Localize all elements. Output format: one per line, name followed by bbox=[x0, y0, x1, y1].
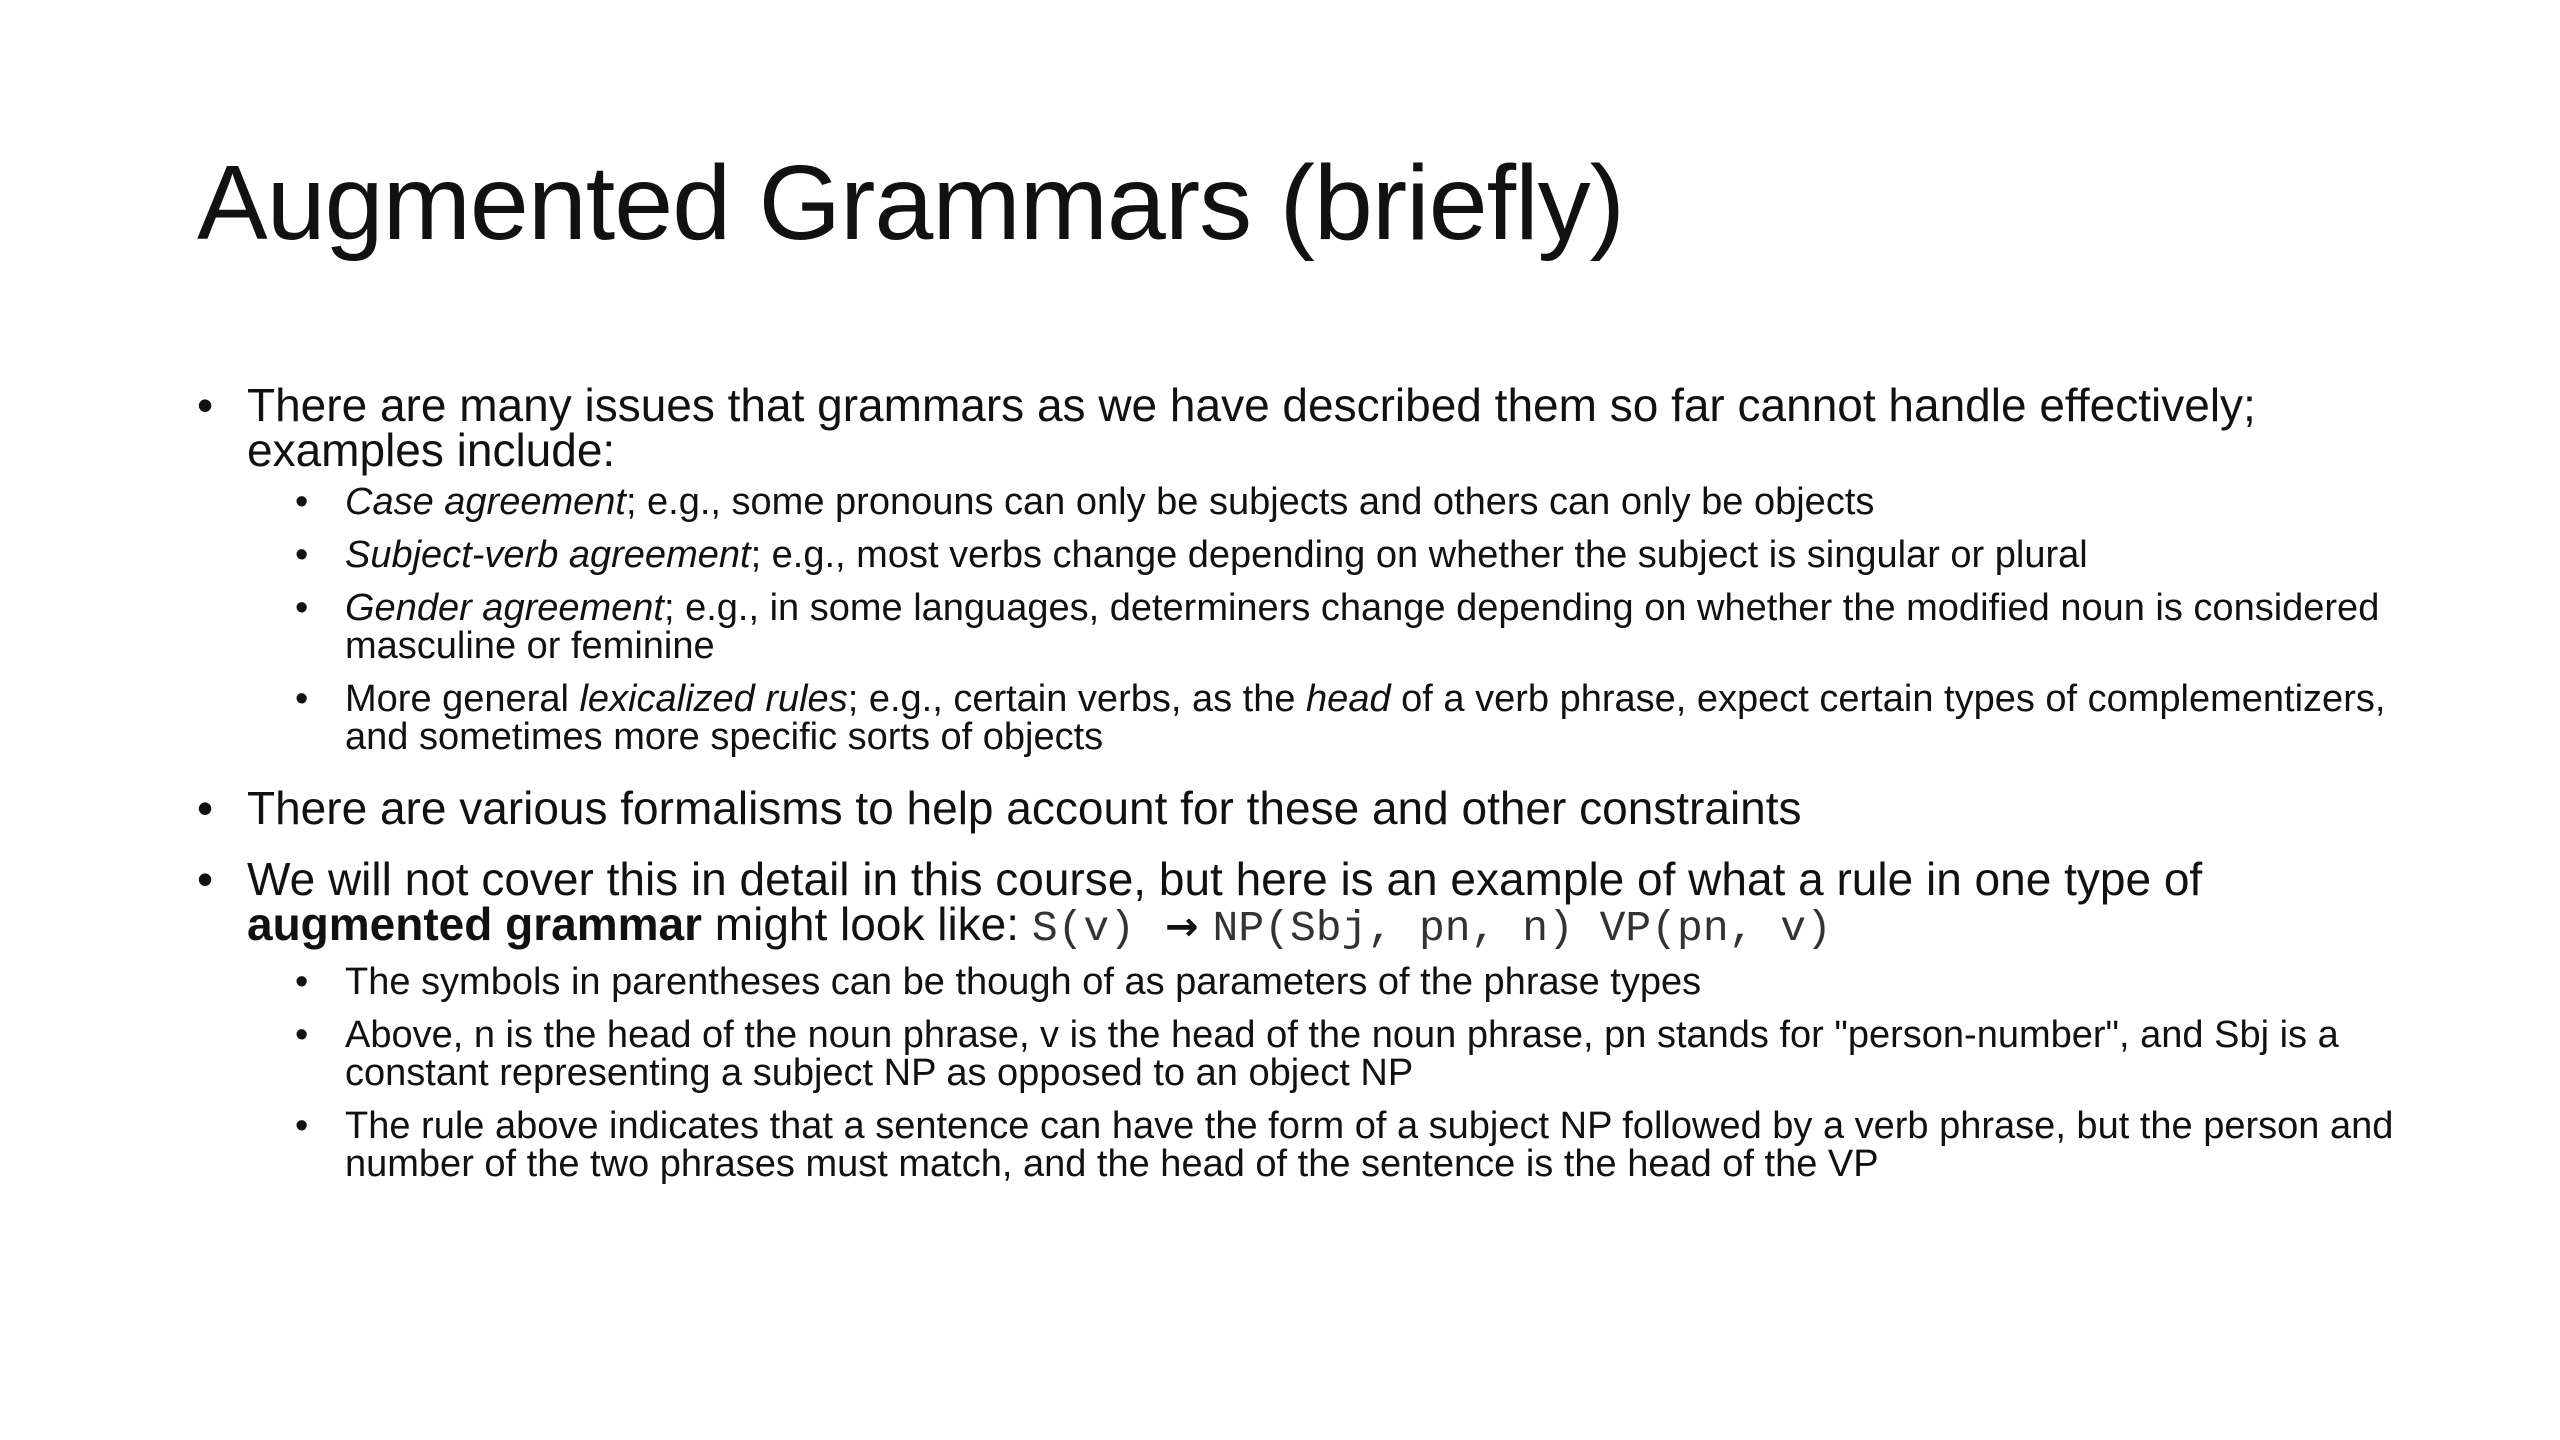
bullet-dot: • bbox=[197, 853, 214, 905]
bullet-issues bbox=[197, 379, 2397, 476]
sub-bullet-subject-verb bbox=[197, 536, 2397, 574]
bullet-dot: • bbox=[197, 379, 214, 431]
term-case-agreement: Case agreement bbox=[345, 481, 626, 523]
sub-bullet-text-post: of a verb phrase, expect certain types of complementizers, and sometimes more specific sorts of objects bbox=[345, 678, 2386, 758]
sub-bullet-text: The rule above indicates that a sentence can have the form of a subject NP followed by a verb phrase, but the person and number of the two phrases must match, and the head of the sentence is the head of the VP bbox=[345, 1105, 2394, 1185]
bullet-example-pre: We will not cover this in detail in this course, but here is an example of what a rule in one type of bbox=[247, 853, 2203, 905]
slide-title: Augmented Grammars (briefly) bbox=[197, 144, 1624, 262]
sub-bullet-case bbox=[197, 483, 2397, 521]
term-augmented-grammar: augmented grammar bbox=[247, 898, 703, 950]
rule-rhs: NP(Sbj, pn, n) VP(pn, v) bbox=[1212, 904, 1832, 953]
term-head: head bbox=[1306, 678, 1391, 720]
bullet-example-post: might look like: bbox=[702, 898, 1032, 950]
sub-bullet-rule-above bbox=[197, 1107, 2397, 1183]
bullet-dot: • bbox=[295, 534, 309, 576]
sub-bullet-text: ; e.g., in some languages, determiners change depending on whether the modified noun is considered masculine or feminine bbox=[345, 587, 2380, 667]
bullet-example bbox=[197, 853, 2397, 953]
right-arrow-icon: → bbox=[1165, 904, 1199, 950]
bullet-issues-text: There are many issues that grammars as we have described them so far cannot handle effectively; examples include: bbox=[247, 379, 2256, 476]
sub-bullet-text-pre: More general bbox=[345, 678, 580, 720]
term-subject-verb-agreement: Subject-verb agreement bbox=[345, 534, 751, 576]
sub-bullet-text: The symbols in parentheses can be though of as parameters of the phrase types bbox=[345, 961, 1702, 1003]
sub-bullet-lexicalized bbox=[197, 680, 2397, 756]
bullet-dot: • bbox=[295, 1105, 309, 1147]
sub-bullet-gender bbox=[197, 589, 2397, 665]
sub-bullet-text: ; e.g., most verbs change depending on whether the subject is singular or plural bbox=[750, 534, 2088, 576]
bullet-formalisms-text: There are various formalisms to help account for these and other constraints bbox=[247, 782, 1802, 834]
bullet-dot: • bbox=[295, 1014, 309, 1056]
bullet-dot: • bbox=[295, 961, 309, 1003]
term-gender-agreement: Gender agreement bbox=[345, 587, 664, 629]
bullet-dot: • bbox=[197, 782, 214, 834]
bullet-dot: • bbox=[295, 678, 309, 720]
sub-bullet-text: Above, n is the head of the noun phrase, v is the head of the noun phrase, pn stands for "person-number", and Sbj is a constant representing a subject NP as opposed to an object NP bbox=[345, 1014, 2339, 1094]
bullet-dot: • bbox=[295, 481, 309, 523]
bullet-formalisms bbox=[197, 782, 2397, 834]
slide-body bbox=[197, 379, 2397, 1185]
sub-bullet-symbols bbox=[197, 963, 2397, 1001]
sub-bullet-above bbox=[197, 1016, 2397, 1092]
bullet-dot: • bbox=[295, 587, 309, 629]
rule-lhs: S(v) bbox=[1031, 904, 1136, 953]
sub-bullet-text: ; e.g., some pronouns can only be subjects and others can only be objects bbox=[625, 481, 1875, 523]
term-lexicalized-rules: lexicalized rules bbox=[579, 678, 848, 720]
sub-bullet-text-mid: ; e.g., certain verbs, as the bbox=[847, 678, 1307, 720]
